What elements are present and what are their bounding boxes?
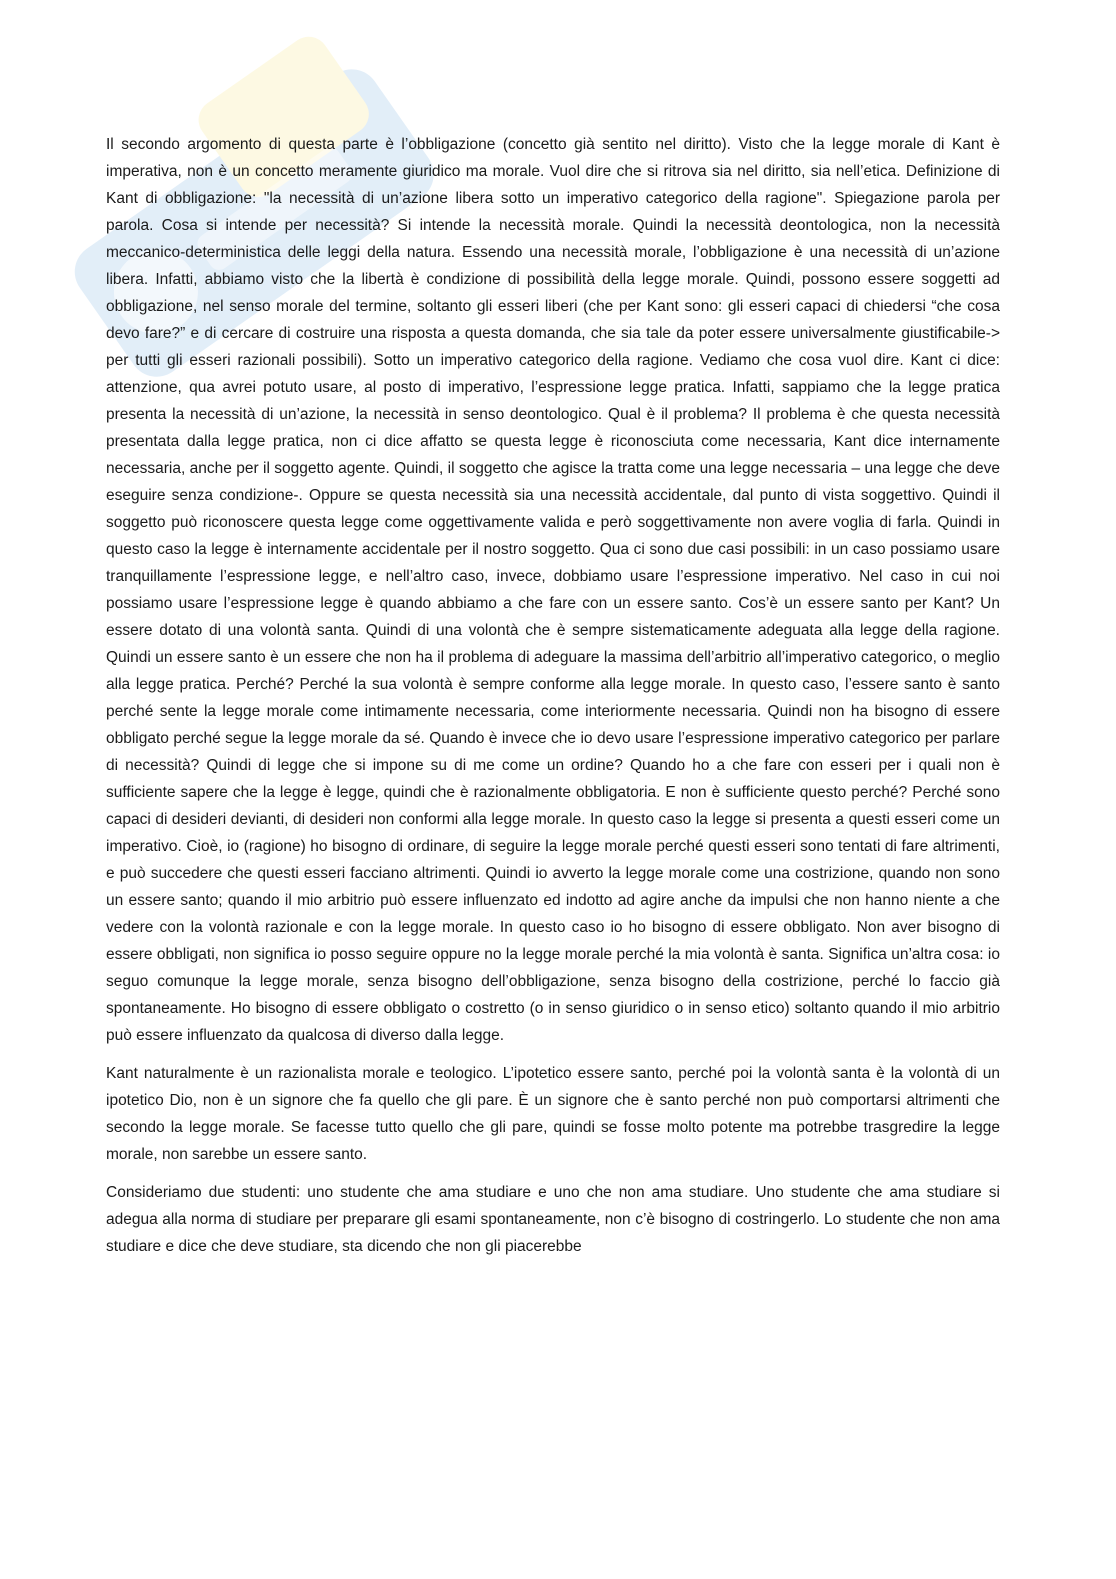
document-body	[106, 131, 1000, 1271]
paragraph: Kant naturalmente è un razionalista morale e teologico. L’ipotetico essere santo, perché poi la volontà santa è la volontà di un ipotetico Dio, non è un signore che fa quello che gli pare. È un signore che è santo perché non può comportarsi altrimenti che secondo la legge morale. Se facesse tutto quello che gli pare, quindi se fosse molto potente ma potrebbe trasgredire la legge morale, non sarebbe un essere santo.	[106, 1065, 1000, 1163]
paragraph: Il secondo argomento di questa parte è l’obbligazione (concetto già sentito nel diritto). Visto che la legge morale di Kant è imperativa, non è un concetto meramente giuridico ma morale. Vuol dire che si ritrova sia nel diritto, sia nell’etica. Definizione di Kant di obbligazione: "la necessità di un’azione libera sotto un imperativo categorico della ragione". Spiegazione parola per parola. Cosa si intende per necessità? Si intende la necessità morale. Quindi la necessità deontologica, non la necessità meccanico-deterministica delle leggi della natura. Essendo una necessità morale, l’obbligazione è una necessità di un’azione libera. Infatti, abbiamo visto che la libertà è condizione di possibilità della legge morale. Quindi, possono essere soggetti ad obbligazione, nel senso morale del termine, soltanto gli esseri liberi (che per Kant sono: gli esseri capaci di chiedersi “che cosa devo fare?” e di cercare di costruire una risposta a questa domanda, che sia tale da poter essere universalmente giustificabile-> per tutti gli esseri razionali possibili). Sotto un imperativo categorico della ragione. Vediamo che cosa vuol dire. Kant ci dice: attenzione, qua avrei potuto usare, al posto di imperativo, l’espressione legge pratica. Infatti, sappiamo che la legge pratica presenta la necessità di un’azione, la necessità in senso deontologico. Qual è il problema? Il problema è che questa necessità presentata dalla legge pratica, non ci dice affatto se questa legge è riconosciuta come necessaria, Kant dice internamente necessaria, anche per il soggetto agente. Quindi, il soggetto che agisce la tratta come una legge necessaria – una legge che deve eseguire senza condizione-. Oppure se questa necessità sia una necessità accidentale, dal punto di vista soggettivo. Quindi il soggetto può riconoscere questa legge come oggettivamente valida e però soggettivamente non avere voglia di farla. Quindi in questo caso la legge è internamente accidentale per il nostro soggetto. Qua ci sono due casi possibili: in un caso possiamo usare tranquillamente l’espressione legge, e nell’altro caso, invece, dobbiamo usare l’espressione imperativo. Nel caso in cui noi possiamo usare l’espressione legge è quando abbiamo a che fare con un essere santo. Cos’è un essere santo per Kant? Un essere dotato di una volontà santa. Quindi di una volontà che è sempre sistematicamente adeguata alla legge della ragione. Quindi un essere santo è un essere che non ha il problema di adeguare la massima dell’arbitrio all’imperativo categorico, o meglio alla legge pratica. Perché? Perché la sua volontà è sempre conforme alla legge morale. In questo caso, l’essere santo è santo perché sente la legge morale come intimamente necessaria, come interiormente necessaria. Quindi non ha bisogno di essere obbligato perché segue la legge morale da sé. Quando è invece che io devo usare l’espressione imperativo categorico per parlare di necessità? Quindi di legge che si impone su di me come un ordine? Quando ho a che fare con esseri per i quali non è sufficiente sapere che la legge è legge, quindi che è razionalmente obbligatoria. E non è sufficiente questo perché? Perché sono capaci di desideri devianti, di desideri non conformi alla legge morale. In questo caso la legge si presenta a questi esseri come un imperativo. Cioè, io (ragione) ho bisogno di ordinare, di seguire la legge morale perché questi esseri sono tentati di fare altrimenti, e può succedere che questi esseri facciano altrimenti. Quindi io avverto la legge morale come una costrizione, quando non sono un essere santo; quando il mio arbitrio può essere influenzato ed indotto ad agire anche da impulsi che non hanno niente a che vedere con la volontà razionale e con la legge morale. In questo caso io ho bisogno di essere obbligato. Non aver bisogno di essere obbligati, non significa io posso seguire oppure no la legge morale perché la mia volontà è santa. Significa un’altra cosa: io seguo comunque la legge morale, senza bisogno dell’obbligazione, senza bisogno della costrizione, perché lo faccio già spontaneamente. Ho bisogno di essere obbligato o costretto (o in senso giuridico o in senso etico) soltanto quando il mio arbitrio può essere influenzato da qualcosa di diverso dalla legge.	[106, 136, 1000, 1044]
paragraph: Consideriamo due studenti: uno studente che ama studiare e uno che non ama studiare. Uno studente che ama studiare si adegua alla norma di studiare per preparare gli esami spontaneamente, non c’è bisogno di costringerlo. Lo studente che non ama studiare e dice che deve studiare, sta dicendo che non gli piacerebbe	[106, 1184, 1000, 1255]
